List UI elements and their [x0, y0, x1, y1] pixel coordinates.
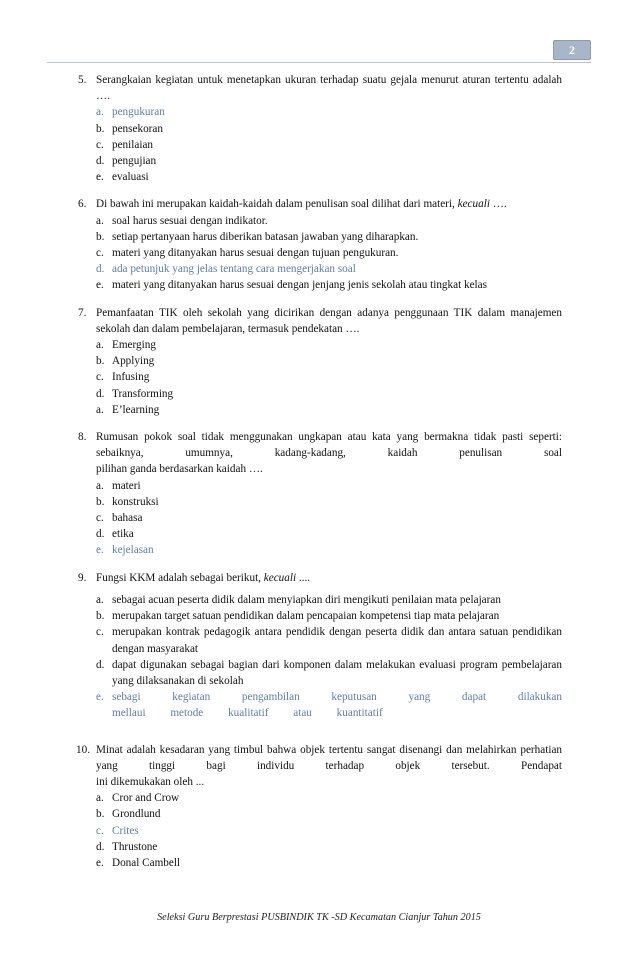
- option-b: b. pensekoran: [96, 122, 163, 135]
- option-b: b. konstruksi: [96, 495, 159, 508]
- option-a: a. Cror and Crow: [96, 792, 180, 805]
- question-5: [78, 72, 562, 185]
- question-stem: Minat adalah kesadaran yang timbul bahwa objek tertentu sangat disenangi dan melahirkan perhatian yang tinggi bagi individu terhadap objek tersebut. Pendapat: [96, 743, 562, 772]
- question-8: [78, 429, 562, 559]
- question-7: [78, 305, 562, 418]
- question-number: 10.: [76, 743, 90, 756]
- option-a: a. pengukuran: [96, 106, 165, 119]
- option-d: d. etika: [96, 528, 134, 541]
- question-6: [78, 196, 562, 293]
- option-c: c. Infusing: [96, 371, 150, 384]
- option-list: [96, 337, 562, 418]
- option-c: c. merupakan kontrak pedagogik antara pendidik dengan peserta didik dan antara satuan pendidikan dengan masyarakat: [96, 626, 562, 655]
- option-b: b. Applying: [96, 355, 155, 368]
- option-list: [96, 478, 562, 559]
- option-d: d. Thrustone: [96, 840, 158, 853]
- option-b: b. setiap pertanyaan harus diberikan batasan jawaban yang diharapkan.: [96, 230, 419, 243]
- option-a: a. Emerging: [96, 339, 156, 352]
- option-list: [96, 790, 562, 871]
- header-divider: [47, 62, 591, 63]
- question-number: 6.: [78, 198, 87, 211]
- option-b: b. merupakan target satuan pendidikan dalam pencapaian kompetensi tiap mata pelajaran: [96, 610, 500, 623]
- question-number: 8.: [78, 431, 87, 444]
- question-10: [78, 742, 562, 872]
- option-e: a. E’learning: [96, 403, 160, 416]
- question-number: 5.: [78, 74, 87, 86]
- option-list: [96, 213, 562, 294]
- option-list: [96, 104, 562, 185]
- option-a: a. materi: [96, 479, 141, 492]
- option-d: d. pengujian: [96, 155, 157, 168]
- question-stem-tail: pilihan ganda berdasarkan kaidah ….: [96, 463, 263, 476]
- question-9: [78, 570, 562, 722]
- option-c: c. Crites: [96, 824, 139, 837]
- option-e: e. materi yang ditanyakan harus sesuai dengan jenjang jenis sekolah atau tingkat kelas: [96, 279, 487, 292]
- option-c: c. materi yang ditanyakan harus sesuai dengan tujuan pengukuran.: [96, 247, 399, 260]
- option-list: [96, 592, 562, 722]
- question-stem: Rumusan pokok soal tidak menggunakan ungkapan atau kata yang bermakna tidak pasti seperti: sebaiknya, umumnya, kadang-kadang, kaidah penulisan soal: [96, 431, 562, 460]
- option-a: a. soal harus sesuai dengan indikator.: [96, 214, 268, 227]
- question-stem-tail: ini dikemukakan oleh ...: [96, 775, 205, 788]
- option-b: b. Grondlund: [96, 808, 161, 821]
- option-e: e. sebagi kegiatan pengambilan keputusan yang dapat dilakukan mellaui metode kualitatif atau kuantitatif: [96, 691, 562, 720]
- question-stem: Fungsi KKM adalah sebagai berikut, kecuali ....: [96, 571, 311, 584]
- page-number-badge: [553, 40, 591, 60]
- option-d: d. Transforming: [96, 387, 174, 400]
- option-d: d. dapat digunakan sebagai bagian dari komponen dalam melakukan evaluasi program pembelajaran yang dilaksanakan di sekolah: [96, 658, 562, 687]
- option-e: e. kejelasan: [96, 544, 154, 557]
- question-stem: Di bawah ini merupakan kaidah-kaidah dalam penulisan soal dilihat dari materi, kecuali ….: [96, 198, 507, 211]
- option-e: e. evaluasi: [96, 171, 149, 184]
- option-e: e. Donal Cambell: [96, 856, 181, 869]
- option-d: d. ada petunjuk yang jelas tentang cara mengerjakan soal: [96, 263, 356, 276]
- option-c: c. bahasa: [96, 512, 143, 525]
- option-a: a. sebagai acuan peserta didik dalam menyiapkan diri mengikuti penilaian mata pelajaran: [96, 593, 501, 606]
- question-stem: Pemanfaatan TIK oleh sekolah yang dicirikan dengan adanya penggunaan TIK dalam manajemen sekolah dan dalam pembelajaran, termasuk pendekatan ….: [96, 306, 562, 335]
- option-c: c. penilaian: [96, 138, 154, 151]
- question-number: 9.: [78, 571, 87, 584]
- question-number: 7.: [78, 306, 87, 319]
- page-number: 2: [569, 43, 575, 57]
- question-stem: Serangkaian kegiatan untuk menetapkan ukuran terhadap suatu gejala menurut aturan tertentu adalah ….: [96, 74, 562, 103]
- question-list: [78, 72, 562, 871]
- page-footer: Seleksi Guru Berprestasi PUSBINDIK TK -SD Kecamatan Cianjur Tahun 2015: [157, 912, 481, 923]
